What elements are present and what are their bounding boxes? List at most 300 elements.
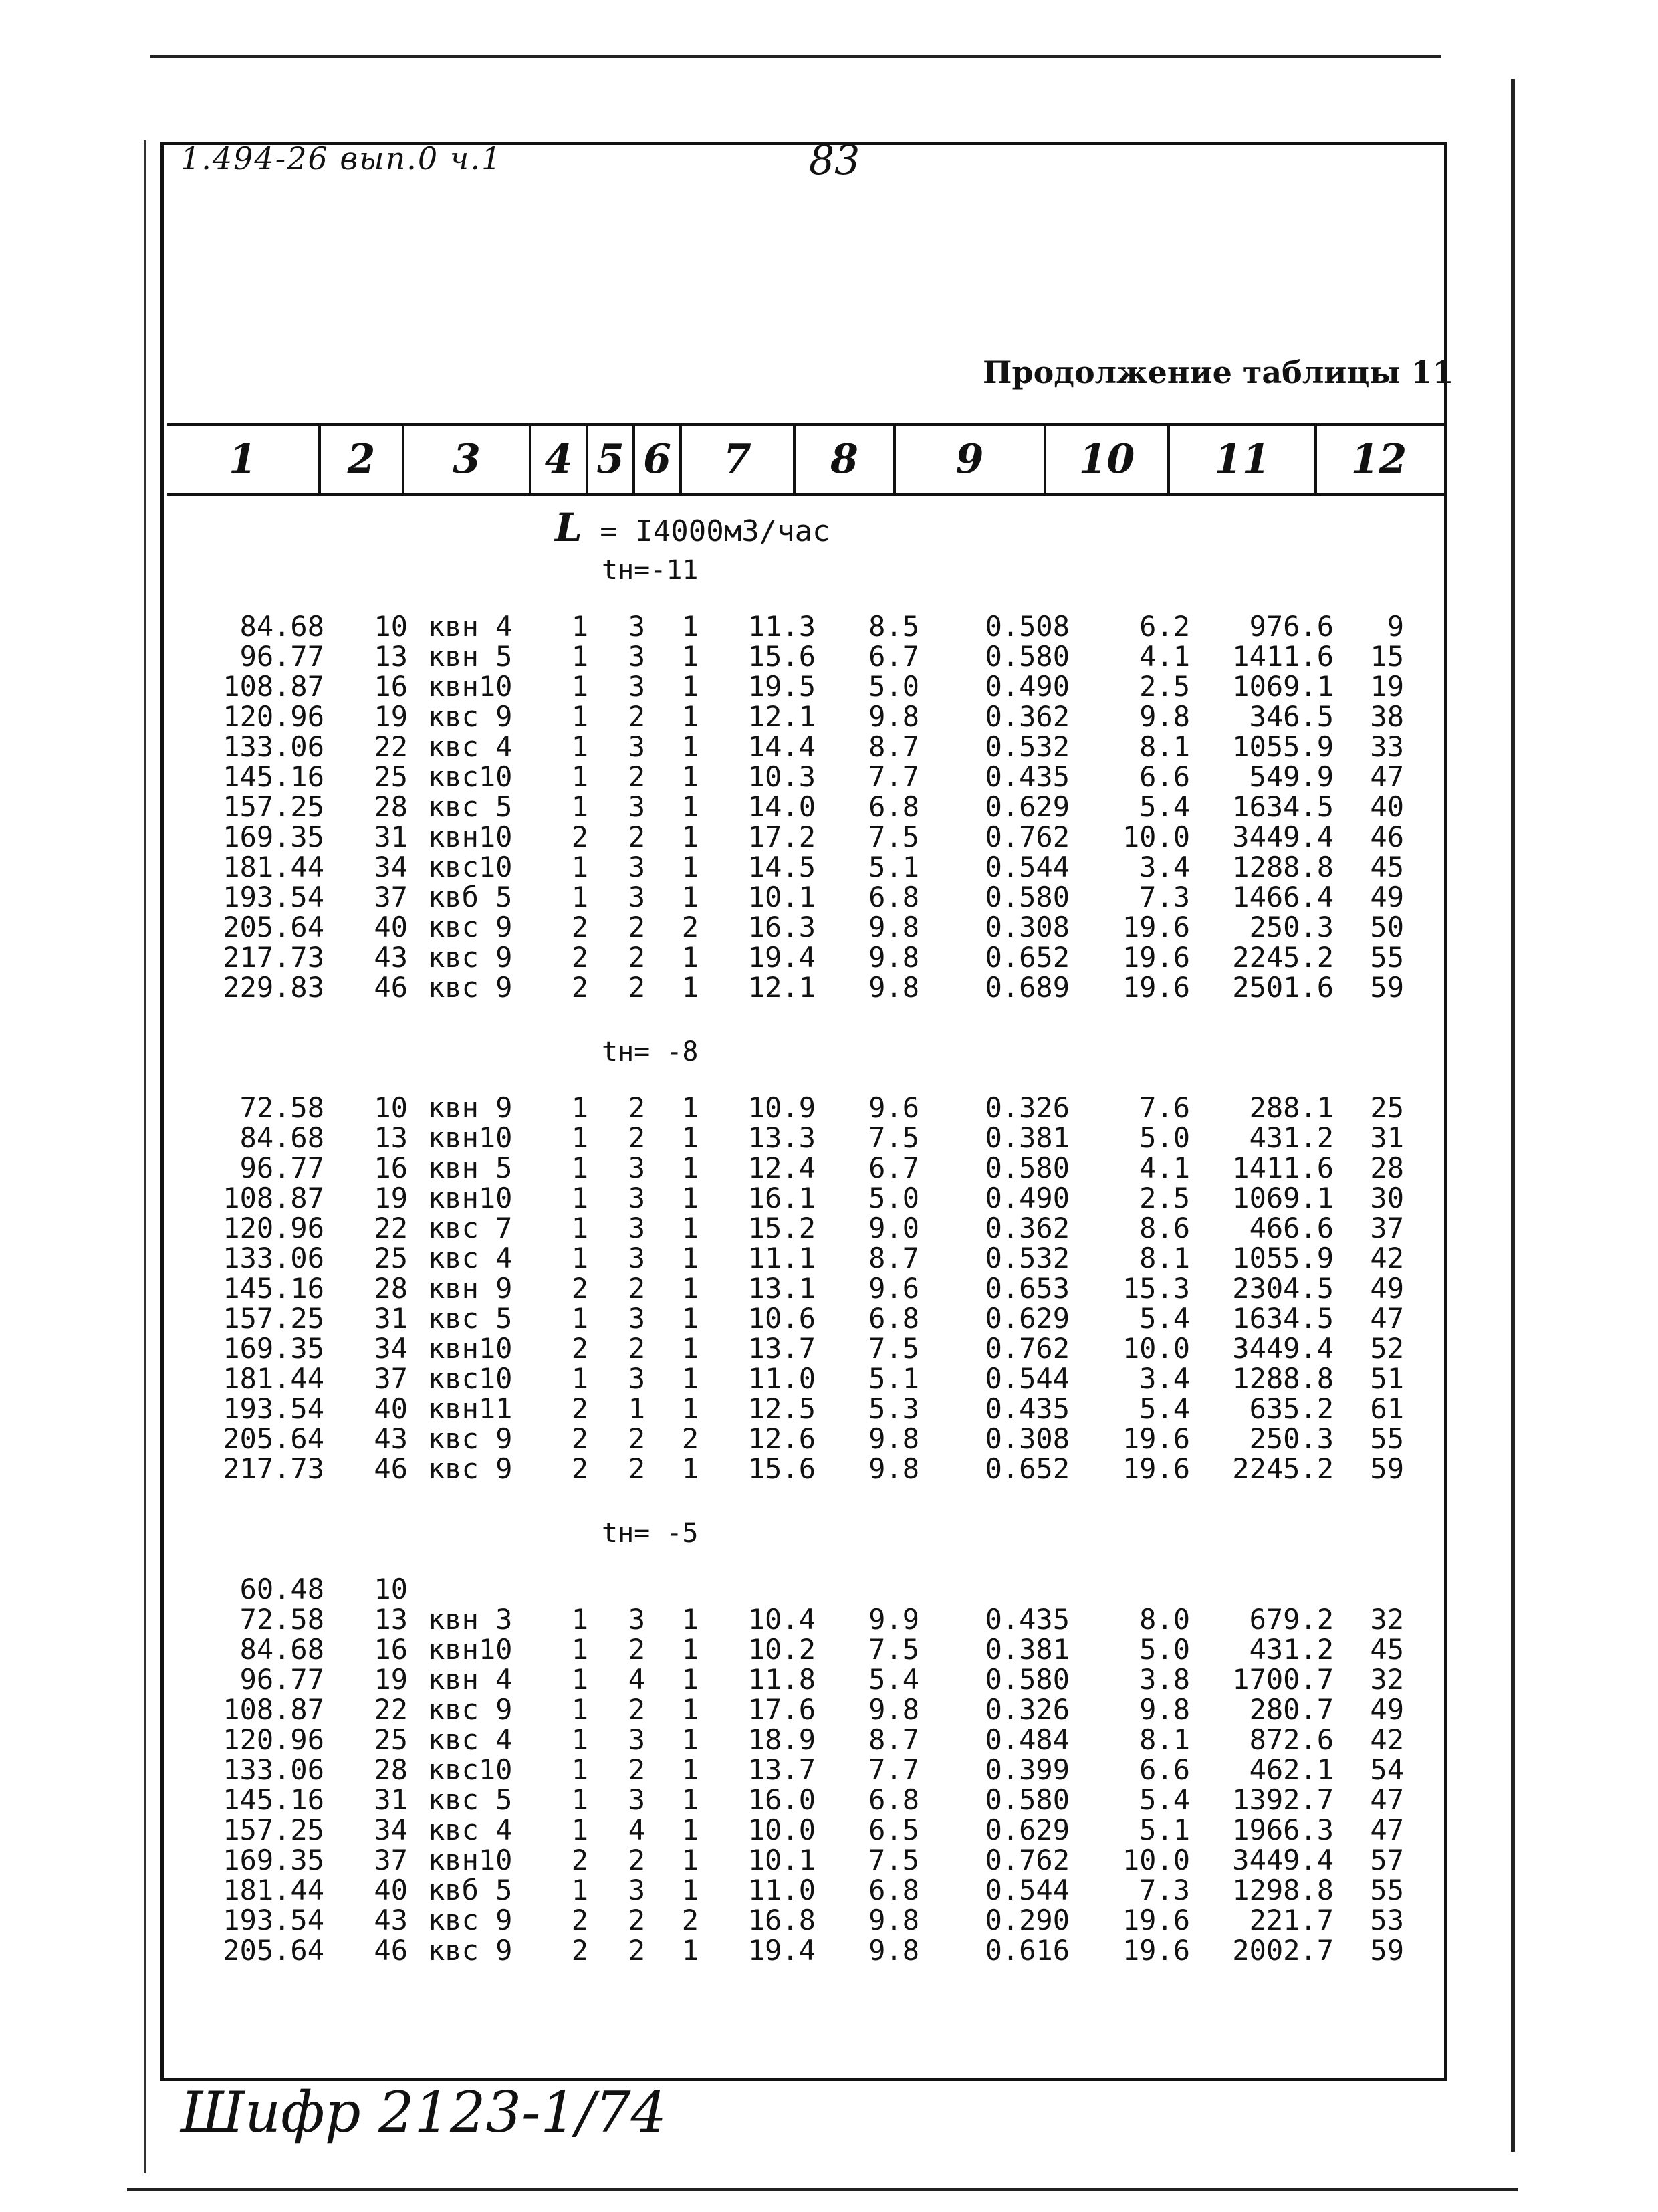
table-cell: 19 bbox=[374, 700, 408, 733]
table-cell: 431.2 bbox=[1249, 1121, 1334, 1154]
table-cell: 2 bbox=[628, 1934, 645, 1967]
table-cell: квс 9 bbox=[428, 1422, 513, 1455]
table-row bbox=[0, 1394, 1658, 1424]
flow-rate-value: I4000м3/час bbox=[635, 514, 830, 548]
table-cell: 55 bbox=[1370, 941, 1404, 974]
table-cell: 2 bbox=[571, 941, 588, 974]
table-cell: 11.8 bbox=[747, 1663, 816, 1696]
table-cell: 193.54 bbox=[223, 1392, 324, 1425]
table-cell: 47 bbox=[1370, 1783, 1404, 1816]
table-row bbox=[0, 1334, 1658, 1363]
table-cell: 9.6 bbox=[868, 1272, 919, 1305]
table-cell: 8.7 bbox=[868, 730, 919, 763]
flow-rate-label: L = I4000м3/час bbox=[555, 505, 830, 550]
table-cell: 0.490 bbox=[985, 670, 1070, 703]
table-cell: 157.25 bbox=[223, 790, 324, 823]
table-cell: 1 bbox=[571, 851, 588, 883]
table-cell: 1 bbox=[681, 1874, 699, 1906]
table-cell: 0.435 bbox=[985, 1392, 1070, 1425]
table-cell: квб 5 bbox=[428, 1874, 513, 1906]
table-cell: 679.2 bbox=[1249, 1603, 1334, 1636]
table-cell: 2245.2 bbox=[1232, 1452, 1334, 1485]
table-cell: 2501.6 bbox=[1232, 971, 1334, 1004]
table-cell: 6.8 bbox=[868, 1874, 919, 1906]
table-cell: 40 bbox=[374, 1392, 408, 1425]
table-cell: 2 bbox=[571, 1904, 588, 1937]
table-cell: квн10 bbox=[428, 1844, 513, 1876]
table-cell: квн10 bbox=[428, 670, 513, 703]
table-cell: 0.629 bbox=[985, 1813, 1070, 1846]
table-cell: 145.16 bbox=[223, 1272, 324, 1305]
table-cell: 3 bbox=[628, 640, 645, 673]
table-cell: 11.0 bbox=[747, 1874, 816, 1906]
table-row bbox=[0, 702, 1658, 732]
table-cell: квс10 bbox=[428, 1362, 513, 1395]
table-cell: 28 bbox=[374, 1272, 408, 1305]
column-header: 6 bbox=[635, 426, 682, 493]
table-cell: 7.3 bbox=[1139, 1874, 1190, 1906]
table-cell: 169.35 bbox=[223, 820, 324, 853]
table-row bbox=[0, 1936, 1658, 1965]
table-cell: 3449.4 bbox=[1232, 1332, 1334, 1365]
table-cell: 0.308 bbox=[985, 1422, 1070, 1455]
table-row bbox=[0, 1575, 1658, 1604]
table-cell: 13.1 bbox=[747, 1272, 816, 1305]
table-cell: 1069.1 bbox=[1232, 670, 1334, 703]
table-cell: квн 3 bbox=[428, 1603, 513, 1636]
table-cell: 22 bbox=[374, 730, 408, 763]
table-cell: 3 bbox=[628, 1302, 645, 1335]
table-cell: 2 bbox=[628, 700, 645, 733]
table-cell: 221.7 bbox=[1249, 1904, 1334, 1937]
table-cell: 1 bbox=[571, 1302, 588, 1335]
table-cell: 72.58 bbox=[239, 1603, 324, 1636]
table-cell: квн10 bbox=[428, 1121, 513, 1154]
table-cell: 2 bbox=[628, 1693, 645, 1726]
column-header: 12 bbox=[1350, 436, 1407, 483]
table-cell: 9.8 bbox=[868, 1452, 919, 1485]
table-row bbox=[0, 1424, 1658, 1454]
table-cell: 145.16 bbox=[223, 760, 324, 793]
table-cell: 1966.3 bbox=[1232, 1813, 1334, 1846]
table-cell: 8.6 bbox=[1139, 1212, 1190, 1244]
table-cell: 1 bbox=[681, 670, 699, 703]
table-cell: 61 bbox=[1370, 1392, 1404, 1425]
table-cell: квс 4 bbox=[428, 1242, 513, 1275]
table-cell: 1 bbox=[571, 1813, 588, 1846]
table-cell: 53 bbox=[1370, 1904, 1404, 1937]
page-edge-bottom bbox=[127, 2188, 1518, 2191]
table-cell: 34 bbox=[374, 1332, 408, 1365]
table-cell: 10.1 bbox=[747, 1844, 816, 1876]
table-cell: квс 9 bbox=[428, 1693, 513, 1726]
table-cell: 1466.4 bbox=[1232, 881, 1334, 913]
table-cell: 19.6 bbox=[1122, 971, 1190, 1004]
column-header: 3 bbox=[404, 426, 531, 493]
table-cell: 1 bbox=[681, 700, 699, 733]
table-cell: 1 bbox=[571, 881, 588, 913]
table-cell: квс 9 bbox=[428, 1452, 513, 1485]
table-cell: 19.5 bbox=[747, 670, 816, 703]
table-cell: квн 5 bbox=[428, 1151, 513, 1184]
table-cell: 5.0 bbox=[1139, 1121, 1190, 1154]
table-cell: квс10 bbox=[428, 851, 513, 883]
table-cell: 1 bbox=[681, 1302, 699, 1335]
table-cell: 431.2 bbox=[1249, 1633, 1334, 1666]
table-cell: 19 bbox=[374, 1663, 408, 1696]
table-cell: 32 bbox=[1370, 1603, 1404, 1636]
table-cell: 1 bbox=[571, 1151, 588, 1184]
table-cell: 13.7 bbox=[747, 1332, 816, 1365]
table-cell: 2 bbox=[571, 1934, 588, 1967]
table-cell: 34 bbox=[374, 851, 408, 883]
table-cell: квн 9 bbox=[428, 1091, 513, 1124]
table-cell: 0.580 bbox=[985, 1663, 1070, 1696]
table-cell: 280.7 bbox=[1249, 1693, 1334, 1726]
table-cell: 0.532 bbox=[985, 730, 1070, 763]
page-edge-top bbox=[150, 55, 1441, 58]
table-cell: 0.484 bbox=[985, 1723, 1070, 1756]
table-cell: 11.1 bbox=[747, 1242, 816, 1275]
table-row bbox=[0, 1876, 1658, 1905]
table-cell: 0.290 bbox=[985, 1904, 1070, 1937]
table-row bbox=[0, 1846, 1658, 1875]
table-cell: 1 bbox=[681, 1663, 699, 1696]
table-cell: 16 bbox=[374, 670, 408, 703]
table-cell: 9.0 bbox=[868, 1212, 919, 1244]
table-cell: 46 bbox=[1370, 820, 1404, 853]
table-cell: 3.4 bbox=[1139, 1362, 1190, 1395]
page-number: 83 bbox=[809, 137, 860, 184]
table-cell: 55 bbox=[1370, 1874, 1404, 1906]
table-cell: 19.6 bbox=[1122, 911, 1190, 944]
table-cell: 145.16 bbox=[223, 1783, 324, 1816]
table-cell: 33 bbox=[1370, 730, 1404, 763]
table-cell: 22 bbox=[374, 1693, 408, 1726]
table-cell: 10 bbox=[374, 1573, 408, 1606]
table-cell: 4 bbox=[628, 1663, 645, 1696]
table-cell: 1 bbox=[681, 1151, 699, 1184]
table-cell: 9.6 bbox=[868, 1091, 919, 1124]
column-header: 10 bbox=[1046, 426, 1170, 493]
table-cell: 2 bbox=[681, 1422, 699, 1455]
table-cell: 9.8 bbox=[868, 700, 919, 733]
table-cell: 1 bbox=[628, 1392, 645, 1425]
table-cell: квн10 bbox=[428, 1332, 513, 1365]
table-cell: квс 9 bbox=[428, 700, 513, 733]
table-cell: 9.9 bbox=[868, 1603, 919, 1636]
table-cell: квн10 bbox=[428, 1182, 513, 1214]
table-cell: 16.0 bbox=[747, 1783, 816, 1816]
table-cell: 0.362 bbox=[985, 700, 1070, 733]
table-cell: 1 bbox=[571, 1723, 588, 1756]
table-cell: 2 bbox=[628, 1633, 645, 1666]
table-cell: 0.762 bbox=[985, 1332, 1070, 1365]
table-cell: 1 bbox=[681, 820, 699, 853]
table-cell: 0.616 bbox=[985, 1934, 1070, 1967]
table-cell: 19.6 bbox=[1122, 1422, 1190, 1455]
column-header: 8 bbox=[796, 426, 896, 493]
table-cell: 10.2 bbox=[747, 1633, 816, 1666]
table-row bbox=[0, 1605, 1658, 1634]
table-row bbox=[0, 853, 1658, 882]
table-cell: 13.3 bbox=[747, 1121, 816, 1154]
table-cell: 7.7 bbox=[868, 760, 919, 793]
table-cell: 1 bbox=[681, 1272, 699, 1305]
table-row bbox=[0, 1304, 1658, 1333]
table-row bbox=[0, 1123, 1658, 1153]
table-cell: 10.4 bbox=[747, 1603, 816, 1636]
table-cell: 2 bbox=[628, 971, 645, 1004]
table-cell: квн10 bbox=[428, 820, 513, 853]
table-cell: 46 bbox=[374, 971, 408, 1004]
table-cell: 108.87 bbox=[223, 670, 324, 703]
table-cell: 0.544 bbox=[985, 1362, 1070, 1395]
table-cell: 9.8 bbox=[868, 1934, 919, 1967]
table-cell: 205.64 bbox=[223, 911, 324, 944]
table-cell: 3 bbox=[628, 1182, 645, 1214]
table-row bbox=[0, 672, 1658, 701]
table-cell: 1 bbox=[571, 700, 588, 733]
table-cell: 9.8 bbox=[868, 1693, 919, 1726]
table-cell: 872.6 bbox=[1249, 1723, 1334, 1756]
table-cell: 59 bbox=[1370, 1452, 1404, 1485]
table-cell: 288.1 bbox=[1249, 1091, 1334, 1124]
table-cell: 1 bbox=[681, 1332, 699, 1365]
table-cell: 1 bbox=[571, 610, 588, 643]
table-cell: 5.0 bbox=[868, 1182, 919, 1214]
table-cell: 7.5 bbox=[868, 1633, 919, 1666]
table-cell: 4 bbox=[628, 1813, 645, 1846]
table-cell: 19 bbox=[374, 1182, 408, 1214]
table-cell: 43 bbox=[374, 1904, 408, 1937]
table-cell: 0.580 bbox=[985, 1151, 1070, 1184]
table-cell: 25 bbox=[374, 760, 408, 793]
table-cell: 0.381 bbox=[985, 1121, 1070, 1154]
table-cell: 19 bbox=[1370, 670, 1404, 703]
table-cell: 0.381 bbox=[985, 1633, 1070, 1666]
table-cell: 7.5 bbox=[868, 820, 919, 853]
table-cell: 1069.1 bbox=[1232, 1182, 1334, 1214]
table-cell: 10.0 bbox=[1122, 820, 1190, 853]
table-row bbox=[0, 1785, 1658, 1815]
table-cell: 346.5 bbox=[1249, 700, 1334, 733]
table-cell: 40 bbox=[1370, 790, 1404, 823]
table-cell: 1 bbox=[571, 1242, 588, 1275]
table-cell: 28 bbox=[374, 790, 408, 823]
table-cell: 16 bbox=[374, 1633, 408, 1666]
table-cell: 1 bbox=[571, 1362, 588, 1395]
flow-symbol: L bbox=[555, 505, 582, 550]
table-cell: 1 bbox=[681, 1362, 699, 1395]
table-cell: 1 bbox=[681, 1182, 699, 1214]
table-cell: 12.6 bbox=[747, 1422, 816, 1455]
table-cell: 9.8 bbox=[868, 971, 919, 1004]
table-cell: 19.4 bbox=[747, 941, 816, 974]
table-row bbox=[0, 913, 1658, 942]
table-cell: 1288.8 bbox=[1232, 851, 1334, 883]
table-row bbox=[0, 1274, 1658, 1303]
table-cell: 9.8 bbox=[868, 941, 919, 974]
table-row bbox=[0, 732, 1658, 762]
table-cell: 10.0 bbox=[747, 1813, 816, 1846]
table-cell: квс 4 bbox=[428, 1723, 513, 1756]
table-cell: 13 bbox=[374, 1121, 408, 1154]
table-cell: 1 bbox=[571, 1874, 588, 1906]
table-cell: 2 bbox=[628, 911, 645, 944]
table-cell: 7.5 bbox=[868, 1844, 919, 1876]
table-cell: 3 bbox=[628, 610, 645, 643]
table-cell: 11.0 bbox=[747, 1362, 816, 1395]
table-cell: 16.8 bbox=[747, 1904, 816, 1937]
table-cell: квн10 bbox=[428, 1633, 513, 1666]
table-cell: 2 bbox=[571, 971, 588, 1004]
table-cell: 1 bbox=[681, 730, 699, 763]
table-cell: 22 bbox=[374, 1212, 408, 1244]
table-cell: 13 bbox=[374, 640, 408, 673]
table-row bbox=[0, 1244, 1658, 1273]
table-cell: 9.8 bbox=[868, 1904, 919, 1937]
table-cell: 217.73 bbox=[223, 1452, 324, 1485]
table-cell: квс 7 bbox=[428, 1212, 513, 1244]
table-cell: 0.629 bbox=[985, 790, 1070, 823]
table-cell: 1700.7 bbox=[1232, 1663, 1334, 1696]
table-cell: 10.3 bbox=[747, 760, 816, 793]
table-cell: 54 bbox=[1370, 1753, 1404, 1786]
table-cell: 2 bbox=[571, 1422, 588, 1455]
table-cell: квс 5 bbox=[428, 790, 513, 823]
table-cell: 40 bbox=[374, 1874, 408, 1906]
table-cell: 6.8 bbox=[868, 1783, 919, 1816]
table-cell: 2 bbox=[628, 1272, 645, 1305]
table-cell: 0.326 bbox=[985, 1693, 1070, 1726]
table-cell: 96.77 bbox=[239, 640, 324, 673]
table-cell: 2 bbox=[628, 760, 645, 793]
table-cell: квс 9 bbox=[428, 911, 513, 944]
table-cell: квс10 bbox=[428, 1753, 513, 1786]
table-cell: 13 bbox=[374, 1603, 408, 1636]
column-header: 4 bbox=[531, 426, 588, 493]
table-cell: 5.4 bbox=[868, 1663, 919, 1696]
table-cell: 0.689 bbox=[985, 971, 1070, 1004]
table-cell: 1 bbox=[681, 790, 699, 823]
table-cell: 37 bbox=[374, 1362, 408, 1395]
table-cell: 10.6 bbox=[747, 1302, 816, 1335]
table-cell: 19.6 bbox=[1122, 1904, 1190, 1937]
table-cell: 96.77 bbox=[239, 1663, 324, 1696]
table-cell: 31 bbox=[1370, 1121, 1404, 1154]
table-cell: 6.6 bbox=[1139, 1753, 1190, 1786]
column-header: 11 bbox=[1170, 426, 1317, 493]
table-cell: 3 bbox=[628, 1362, 645, 1395]
table-cell: 38 bbox=[1370, 700, 1404, 733]
table-cell: 1411.6 bbox=[1232, 1151, 1334, 1184]
document-reference: 1.494-26 вып.0 ч.1 bbox=[181, 140, 503, 177]
table-cell: 3 bbox=[628, 1874, 645, 1906]
table-cell: 1 bbox=[681, 851, 699, 883]
table-cell: 0.544 bbox=[985, 851, 1070, 883]
table-cell: 1 bbox=[681, 1242, 699, 1275]
table-cell: 0.580 bbox=[985, 640, 1070, 673]
table-cell: 2304.5 bbox=[1232, 1272, 1334, 1305]
table-cell: 1 bbox=[571, 1783, 588, 1816]
table-cell: 25 bbox=[374, 1242, 408, 1275]
table-row bbox=[0, 1214, 1658, 1243]
table-cell: 15.3 bbox=[1122, 1272, 1190, 1305]
table-cell: 1 bbox=[681, 1633, 699, 1666]
table-cell: 15.2 bbox=[747, 1212, 816, 1244]
table-cell: 466.6 bbox=[1249, 1212, 1334, 1244]
table-cell: 1392.7 bbox=[1232, 1783, 1334, 1816]
table-cell: 47 bbox=[1370, 760, 1404, 793]
table-cell: 5.1 bbox=[1139, 1813, 1190, 1846]
table-cell: 84.68 bbox=[239, 610, 324, 643]
table-cell: 17.6 bbox=[747, 1693, 816, 1726]
table-row bbox=[0, 1695, 1658, 1725]
table-cell: 19.6 bbox=[1122, 941, 1190, 974]
table-cell: 3.8 bbox=[1139, 1663, 1190, 1696]
table-cell: 12.4 bbox=[747, 1151, 816, 1184]
table-cell: 16.3 bbox=[747, 911, 816, 944]
table-cell: 1 bbox=[681, 1934, 699, 1967]
table-cell: 45 bbox=[1370, 1633, 1404, 1666]
table-row bbox=[0, 943, 1658, 972]
table-cell: 19.6 bbox=[1122, 1934, 1190, 1967]
table-cell: 10 bbox=[374, 1091, 408, 1124]
table-cell: 43 bbox=[374, 941, 408, 974]
table-cell: 217.73 bbox=[223, 941, 324, 974]
table-cell: 96.77 bbox=[239, 1151, 324, 1184]
table-cell: 3 bbox=[628, 1723, 645, 1756]
table-cell: 1298.8 bbox=[1232, 1874, 1334, 1906]
table-cell: 1 bbox=[681, 1212, 699, 1244]
table-cell: 3 bbox=[628, 1212, 645, 1244]
table-cell: 57 bbox=[1370, 1844, 1404, 1876]
table-cell: 6.2 bbox=[1139, 610, 1190, 643]
table-cell: 2 bbox=[628, 1844, 645, 1876]
table-cell: 1 bbox=[571, 1091, 588, 1124]
table-cell: 7.7 bbox=[868, 1753, 919, 1786]
table-cell: 8.0 bbox=[1139, 1603, 1190, 1636]
table-cell: 2 bbox=[628, 1091, 645, 1124]
table-cell: 2 bbox=[628, 1121, 645, 1154]
table-cell: 47 bbox=[1370, 1302, 1404, 1335]
table-cell: 2 bbox=[571, 820, 588, 853]
table-cell: квс10 bbox=[428, 760, 513, 793]
table-cell: 2 bbox=[628, 1452, 645, 1485]
table-cell: 3449.4 bbox=[1232, 1844, 1334, 1876]
table-row bbox=[0, 1093, 1658, 1123]
table-cell: 2 bbox=[571, 1844, 588, 1876]
table-row bbox=[0, 1454, 1658, 1484]
table-cell: 0.652 bbox=[985, 941, 1070, 974]
table-cell: 1 bbox=[571, 1633, 588, 1666]
table-cell: 2 bbox=[681, 1904, 699, 1937]
table-cell: 1 bbox=[571, 1663, 588, 1696]
table-cell: 250.3 bbox=[1249, 1422, 1334, 1455]
table-cell: 50 bbox=[1370, 911, 1404, 944]
table-cell: 6.7 bbox=[868, 1151, 919, 1184]
table-cell: 0.762 bbox=[985, 820, 1070, 853]
table-cell: 37 bbox=[374, 1844, 408, 1876]
table-cell: 16.1 bbox=[747, 1182, 816, 1214]
table-cell: 0.326 bbox=[985, 1091, 1070, 1124]
table-cell: квс 4 bbox=[428, 730, 513, 763]
table-row bbox=[0, 973, 1658, 1002]
table-cell: 1 bbox=[571, 670, 588, 703]
table-cell: 40 bbox=[374, 911, 408, 944]
table-cell: 5.4 bbox=[1139, 1392, 1190, 1425]
